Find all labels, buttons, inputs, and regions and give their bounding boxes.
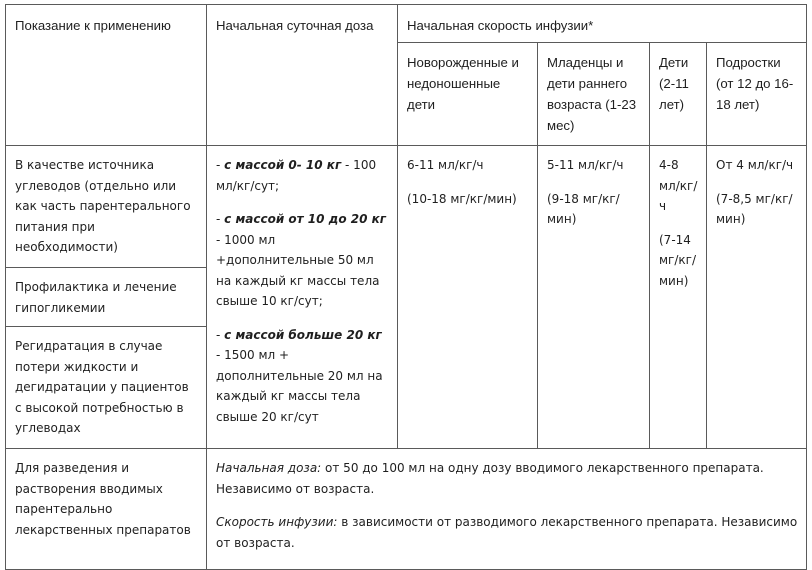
- dose-weight: с массой 0- 10 кг: [224, 158, 342, 172]
- dilution-rate: Скорость инфузии: в зависимости от разводимого лекарственного препарата. Независимо от возраста.: [216, 515, 798, 550]
- dose-item: - с массой 0- 10 кг - 100 мл/кг/сут;: [216, 158, 377, 193]
- indication-dilution: Для разведения и растворения вводимых парентерально лекарственных препаратов: [6, 449, 207, 570]
- header-children: Дети (2-11 лет): [650, 43, 707, 146]
- rate-ml: 6-11 мл/кг/ч: [407, 158, 484, 172]
- indication-carbohydrates: В качестве источника углеводов (отдельно или как часть парентерального питания при необходимости): [6, 146, 207, 268]
- rate-ml: 5-11 мл/кг/ч: [547, 158, 624, 172]
- header-indication: Показание к применению: [6, 5, 207, 146]
- indication-hypoglycemia: Профилактика и лечение гипогликемии: [6, 268, 207, 327]
- rate-newborns: [398, 146, 538, 449]
- dosage-table: [5, 4, 807, 570]
- rate-mg: (7-14 мг/кг/мин): [659, 232, 696, 288]
- daily-dose-cell: [207, 146, 398, 449]
- header-row: [6, 5, 807, 43]
- dilution-dose: Начальная доза: от 50 до 100 мл на одну дозу вводимого лекарственного препарата. Независимо от возраста.: [216, 461, 764, 496]
- table-row: [6, 146, 807, 268]
- rate-children: [650, 146, 707, 449]
- rate-infants: [538, 146, 650, 449]
- rate-adolescents: [707, 146, 807, 449]
- header-adolescents: Подростки (от 12 до 16-18 лет): [707, 43, 807, 146]
- dilution-dose-label: Начальная доза:: [216, 461, 322, 475]
- dose-item: - с массой от 10 до 20 кг - 1000 мл +дополнительные 50 мл на каждый кг массы тела свыше 10 кг/сут;: [216, 212, 387, 308]
- indication-rehydration: Регидратация в случае потери жидкости и дегидратации у пациентов с высокой потребностью в углеводах: [6, 327, 207, 449]
- dose-weight: с массой от 10 до 20 кг: [224, 212, 387, 226]
- rate-ml: 4-8 мл/кг/ч: [659, 158, 698, 213]
- header-newborns: Новорожденные и недоношенные дети: [398, 43, 538, 146]
- rate-mg: (7-8,5 мг/кг/мин): [716, 191, 793, 226]
- table-row: [6, 449, 807, 570]
- dose-item: - с массой больше 20 кг - 1500 мл + дополнительные 20 мл на каждый кг массы тела свыше 20 кг/сут: [216, 327, 383, 424]
- dilution-details: [207, 449, 807, 570]
- dilution-rate-label: Скорость инфузии:: [216, 515, 338, 529]
- rate-mg: (9-18 мг/кг/мин): [547, 191, 620, 226]
- header-infants: Младенцы и дети раннего возраста (1-23 мес): [538, 43, 650, 146]
- rate-ml: От 4 мл/кг/ч: [716, 158, 794, 172]
- rate-mg: (10-18 мг/кг/мин): [407, 191, 517, 206]
- header-daily-dose: Начальная суточная доза: [207, 5, 398, 146]
- header-infusion-rate: Начальная скорость инфузии*: [398, 5, 807, 43]
- dose-weight: с массой больше 20 кг: [224, 327, 382, 342]
